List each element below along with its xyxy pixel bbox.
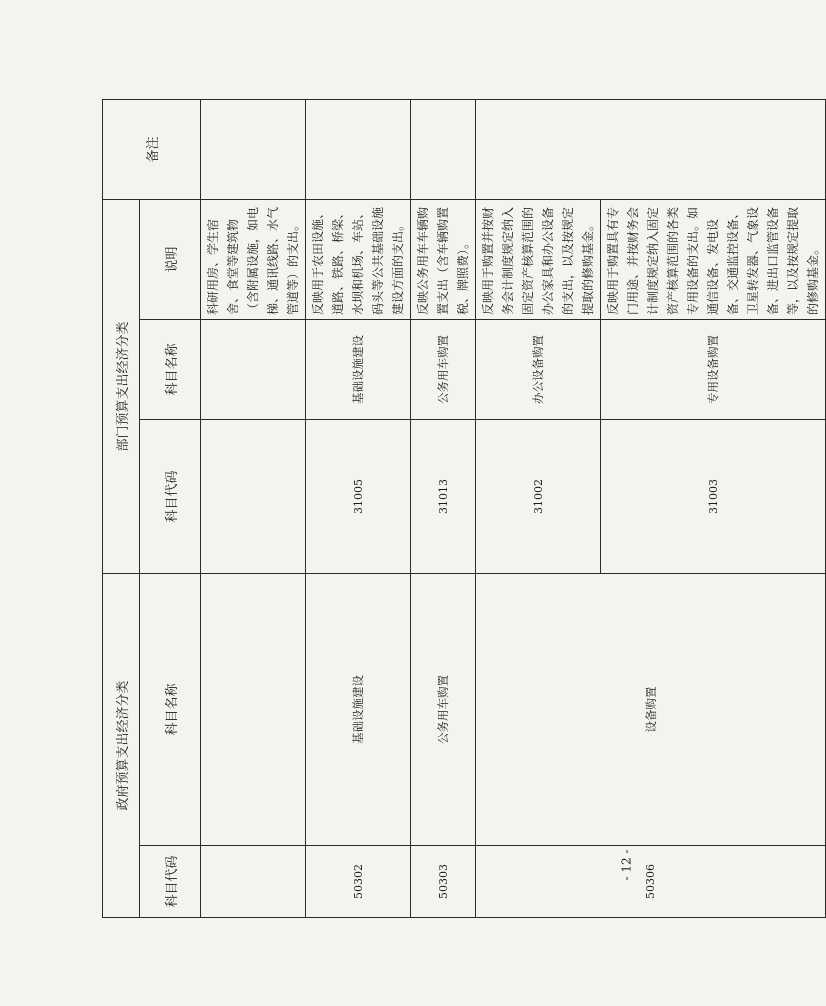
description-cell: 反映公务用车车辆购置支出（含车辆购置税、牌照费）。 [411, 199, 476, 319]
gov-code-cell: 50302 [306, 846, 411, 918]
dept-code-cell: 31003 [601, 419, 826, 573]
gov-code-cell [201, 846, 306, 918]
gov-name-header: 科目名称 [140, 573, 201, 845]
dept-name-cell: 办公设备购置 [476, 319, 601, 419]
dept-name-cell [201, 319, 306, 419]
table-row [476, 99, 601, 917]
description-cell: 反映用于农田设施、道路、铁路、桥梁、水坝和机场、车站、码头等公共基础设施建设方面的支出。 [306, 199, 411, 319]
note-cell [306, 99, 411, 199]
table-row [411, 99, 476, 917]
gov-name-cell: 公务用车购置 [411, 573, 476, 845]
page-number: - 12 - [619, 849, 634, 881]
gov-code-cell: 50306 [476, 846, 826, 918]
dept-name-cell: 专用设备购置 [601, 319, 826, 419]
description-cell: 反映用于购置具有专门用途、并按财务会计制度规定纳入固定资产核算范围的各类专用设备的支出。如通信设备、发电设备、交通监控设备、卫星转发器、气象设备、进出口监管设备等，以及按规定提取的修购基金。 [601, 199, 826, 319]
note-cell [411, 99, 476, 199]
gov-name-cell [201, 573, 306, 845]
description-cell: 科研用房、学生宿舍、食堂等建筑物（含附属设施，如电梯、通讯线路、水气管道等）的支出。 [201, 199, 306, 319]
dept-code-cell [201, 419, 306, 573]
budget-classification-table [102, 99, 826, 918]
gov-name-cell: 基础设施建设 [306, 573, 411, 845]
note-header: 备注 [103, 99, 201, 199]
dept-code-cell: 31005 [306, 419, 411, 573]
gov-code-cell: 50303 [411, 846, 476, 918]
gov-code-header: 科目代码 [140, 846, 201, 918]
dept-code-cell: 31013 [411, 419, 476, 573]
dept-code-header: 科目代码 [140, 419, 201, 573]
table-row [306, 99, 411, 917]
dept-name-header: 科目名称 [140, 319, 201, 419]
description-header: 说明 [140, 199, 201, 319]
table-row [201, 99, 306, 917]
note-cell [201, 99, 306, 199]
dept-name-cell: 公务用车购置 [411, 319, 476, 419]
gov-group-header: 政府预算支出经济分类 [103, 573, 140, 917]
gov-name-cell: 设备购置 [476, 573, 826, 845]
description-cell: 反映用于购置并按财务会计制度规定纳入固定资产核算范围的办公家具和办公设备的支出，以及按规定提取的修购基金。 [476, 199, 601, 319]
note-cell [476, 99, 826, 199]
dept-code-cell: 31002 [476, 419, 601, 573]
dept-name-cell: 基础设施建设 [306, 319, 411, 419]
dept-group-header: 部门预算支出经济分类 [103, 199, 140, 573]
header-row-group [103, 99, 140, 917]
header-row-columns [140, 99, 201, 917]
